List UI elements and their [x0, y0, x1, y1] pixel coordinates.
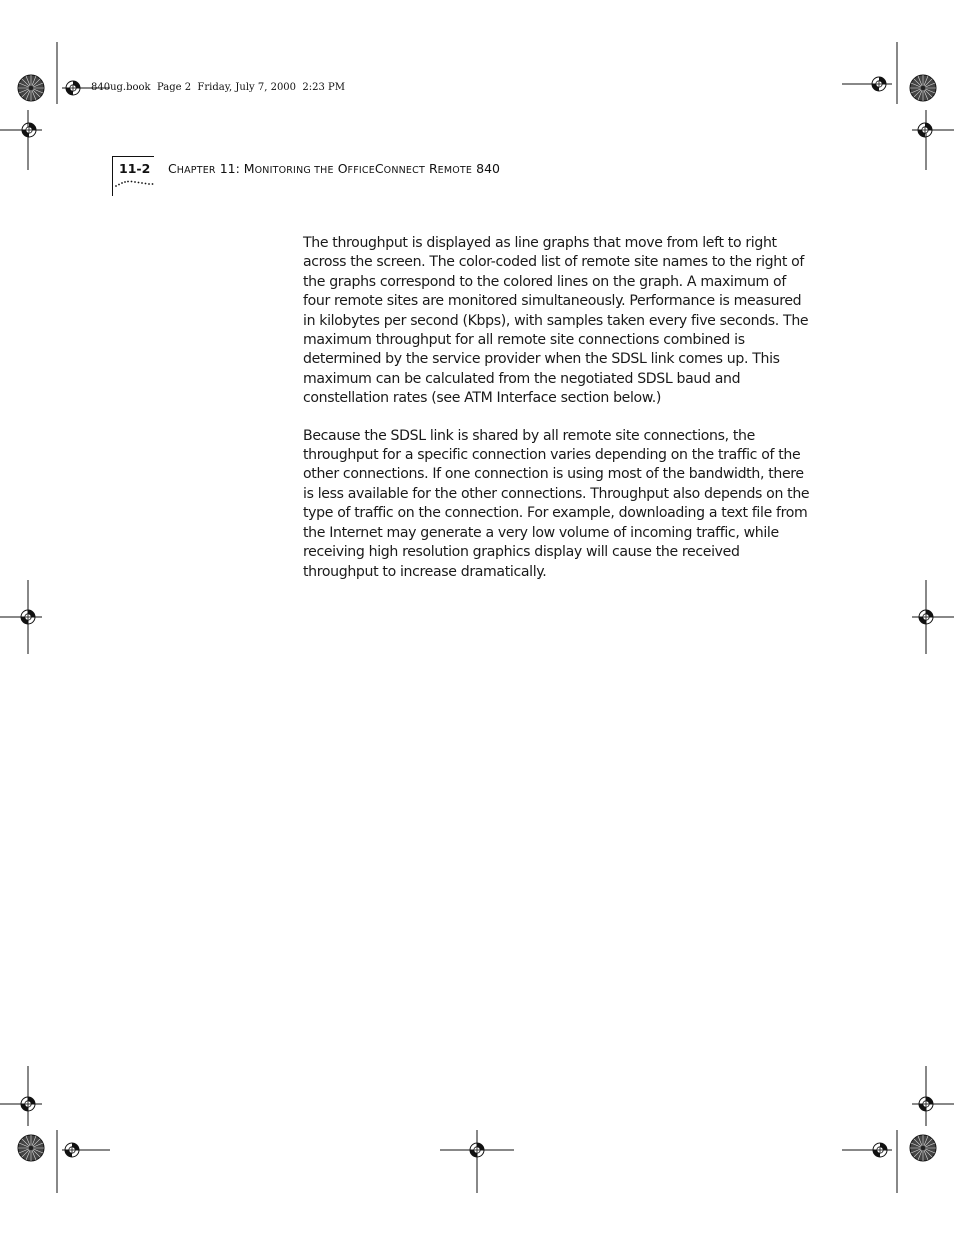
chapter-title-part: M — [243, 161, 255, 176]
chapter-title-part: 11: — [215, 161, 244, 176]
chapter-title-part: O — [337, 161, 348, 176]
chapter-title-part: 840 — [476, 161, 500, 176]
chapter-title-part: R — [428, 161, 438, 176]
chapter-title-part: ONNECT — [383, 165, 425, 176]
chapter-title-part: C — [374, 161, 384, 176]
chapter-title-part: FFICE — [347, 165, 375, 176]
header-rule — [112, 156, 154, 157]
header-dot-ornament — [115, 180, 159, 188]
page-number: 11-2 — [119, 161, 151, 176]
chapter-title — [168, 161, 500, 176]
running-header — [112, 156, 512, 196]
paragraph: The throughput is displayed as line graphs that move from left to right across the screen. The color-coded list of remote site names to the right of the graphs correspond to the colored lines on the graph. A maximum of four remote sites are monitored simultaneously. Performance is measured in kilobytes per second (Kbps), with samples taken every five seconds. The maximum throughput for all remote site connections combined is determined by the service provider when the SDSL link comes up. This maximum can be calculated from the negotiated SDSL baud and constellation rates (see ATM Interface section below.) — [303, 235, 809, 407]
chapter-title-part: EMOTE — [437, 165, 473, 176]
chapter-title-part: ONITORING THE — [254, 165, 334, 176]
print-slug: 840ug.book Page 2 Friday, July 7, 2000 2:23 PM — [91, 82, 345, 93]
chapter-title-part: HAPTER — [176, 165, 216, 176]
paragraph: Because the SDSL link is shared by all remote site connections, the throughput for a specific connection varies depending on the traffic of the other connections. If one connection is using most of the bandwidth, there is less available for the other connections. Throughput also depends on the type of traffic on the connection. For example, downloading a text file from the Internet may generate a very low volume of incoming traffic, while receiving high resolution graphics display will cause the received throughput to increase dramatically. — [303, 427, 810, 580]
body-text — [303, 234, 815, 600]
header-rule-vertical — [112, 156, 113, 196]
chapter-title-part: C — [168, 161, 177, 176]
